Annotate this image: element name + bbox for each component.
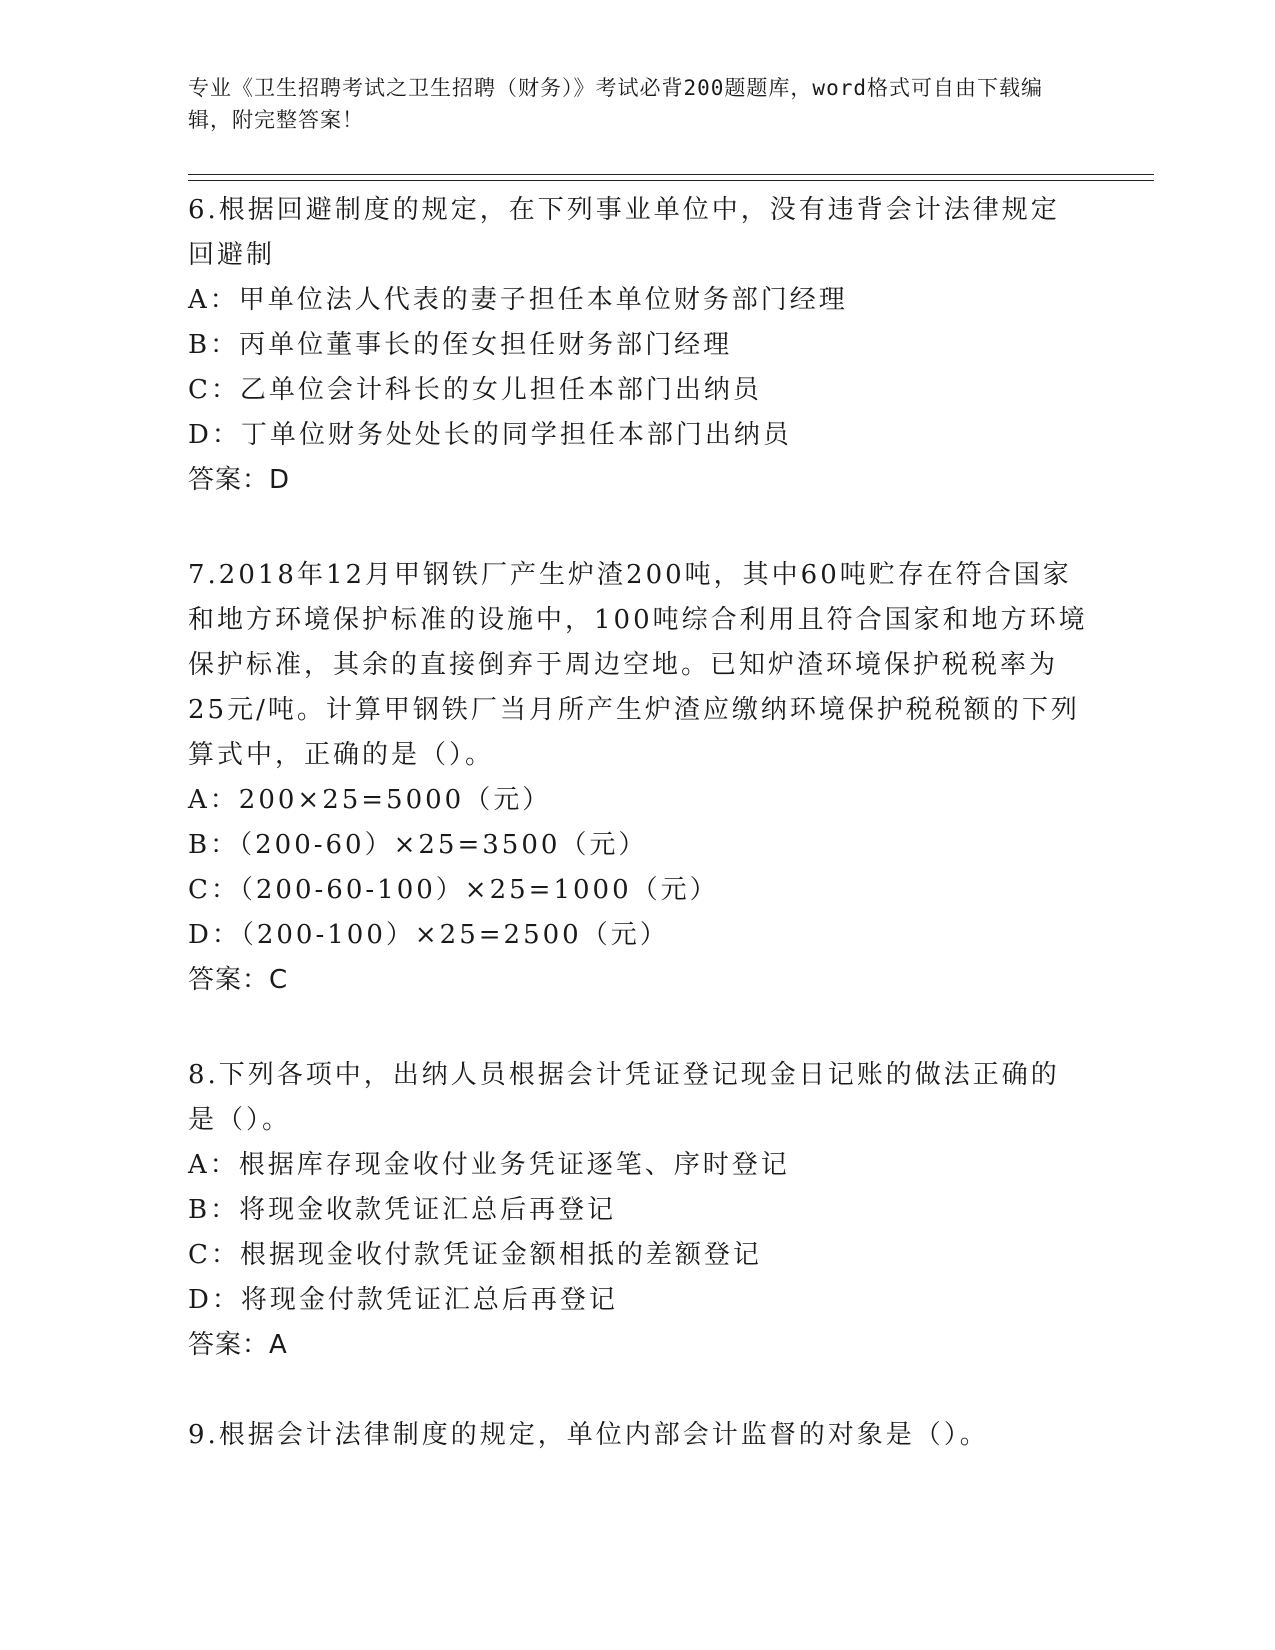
question-8 [188,1053,1088,1368]
header-divider-top [188,174,1154,175]
document-header: 专业《卫生招聘考试之卫生招聘（财务）》考试必背200题题库，word格式可自由下载编辑，附完整答案！ [188,76,1043,132]
header-divider-bottom [188,180,1154,181]
option-d: D：（200-100）×25=2500（元） [188,920,669,950]
option-c: C：（200-60-100）×25=1000（元） [188,875,719,905]
option-b: B：丙单位董事长的侄女担任财务部门经理 [188,330,733,360]
question-6 [188,188,1088,503]
question-9 [188,1413,1088,1458]
question-stem: 6.根据回避制度的规定，在下列事业单位中，没有违背会计法律规定回避制 [188,195,1060,270]
question-stem: 8.下列各项中，出纳人员根据会计凭证登记现金日记账的做法正确的是（）。 [188,1060,1060,1135]
option-a: A：甲单位法人代表的妻子担任本单位财务部门经理 [188,285,848,315]
option-d: D：将现金付款凭证汇总后再登记 [188,1285,618,1315]
option-c: C：乙单位会计科长的女儿担任本部门出纳员 [188,375,762,405]
answer: 答案：C [188,965,289,995]
option-a: A：根据库存现金收付业务凭证逐笔、序时登记 [188,1150,790,1180]
question-7 [188,553,1088,1003]
answer: 答案：A [188,1330,288,1360]
option-b: B：（200-60）×25=3500（元） [188,830,648,860]
option-d: D：丁单位财务处处长的同学担任本部门出纳员 [188,420,792,450]
option-a: A：200×25=5000（元） [188,785,552,815]
question-stem: 9.根据会计法律制度的规定，单位内部会计监督的对象是（）。 [188,1420,989,1450]
option-b: B：将现金收款凭证汇总后再登记 [188,1195,617,1225]
question-stem: 7.2018年12月甲钢铁厂产生炉渣200吨，其中60吨贮存在符合国家和地方环境保护标准的设施中，100吨综合利用且符合国家和地方环境保护标准，其余的直接倒弃于周边空地。已知炉渣环境保护税税率为25元/吨。计算甲钢铁厂当月所产生炉渣应缴纳环境保护税税额的下列算式中，正确的是（）。 [188,560,1088,770]
answer: 答案：D [188,465,291,495]
option-c: C：根据现金收付款凭证金额相抵的差额登记 [188,1240,762,1270]
